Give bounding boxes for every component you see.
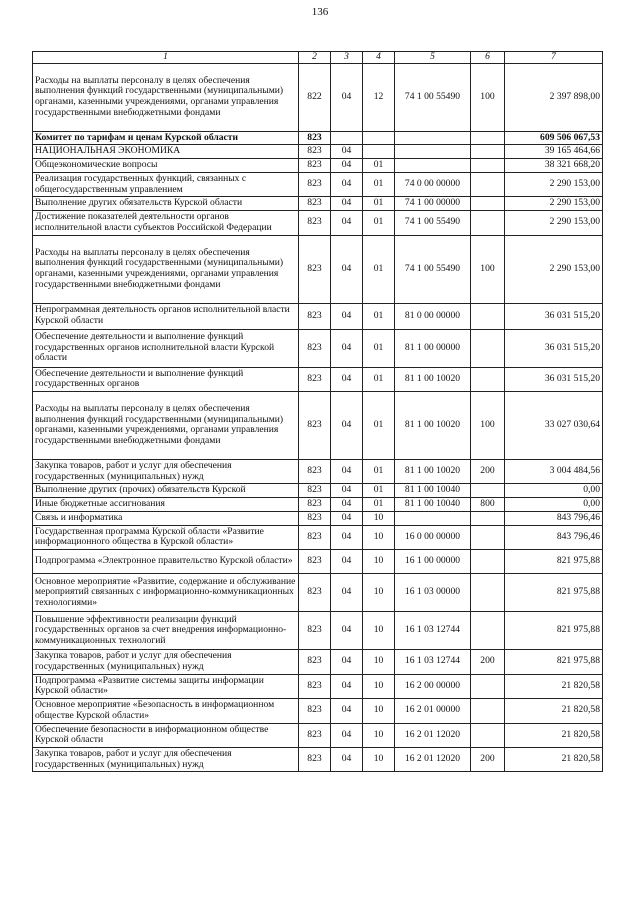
row-name: Расходы на выплаты персоналу в целях обеспечения выполнения функций государственными (муниципальными) органами, казенными учреждениями, органами управления государственными внебюджетными фондами xyxy=(33,391,299,459)
row-sum: 3 004 484,56 xyxy=(505,459,603,483)
row-gr: 823 xyxy=(299,574,331,612)
table-row xyxy=(33,145,603,159)
row-gr: 823 xyxy=(299,550,331,574)
row-rz: 04 xyxy=(331,197,363,211)
header-cell: 1 xyxy=(33,52,299,64)
row-name: Закупка товаров, работ и услуг для обеспечения государственных (муниципальных) нужд xyxy=(33,459,299,483)
row-rz: 04 xyxy=(331,498,363,512)
row-rz: 04 xyxy=(331,63,363,131)
table-row xyxy=(33,498,603,512)
row-name: Комитет по тарифам и ценам Курской области xyxy=(33,131,299,145)
row-rz: 04 xyxy=(331,674,363,698)
row-vr xyxy=(471,511,505,525)
row-vr xyxy=(471,329,505,367)
row-gr: 823 xyxy=(299,674,331,698)
row-rz: 04 xyxy=(331,525,363,549)
table-row xyxy=(33,650,603,674)
row-gr: 823 xyxy=(299,131,331,145)
row-pr: 01 xyxy=(363,367,395,391)
row-csr: 16 1 03 12744 xyxy=(395,612,471,650)
row-gr: 823 xyxy=(299,303,331,329)
header-cell: 6 xyxy=(471,52,505,64)
row-sum: 2 290 153,00 xyxy=(505,211,603,235)
row-rz: 04 xyxy=(331,145,363,159)
header-cell: 5 xyxy=(395,52,471,64)
row-pr: 10 xyxy=(363,525,395,549)
row-csr: 16 1 03 12744 xyxy=(395,650,471,674)
row-csr: 81 1 00 10020 xyxy=(395,367,471,391)
row-gr: 823 xyxy=(299,699,331,723)
row-name: Выполнение других обязательств Курской области xyxy=(33,197,299,211)
row-pr: 01 xyxy=(363,197,395,211)
row-rz: 04 xyxy=(331,172,363,196)
table-row xyxy=(33,197,603,211)
row-vr xyxy=(471,211,505,235)
row-pr: 10 xyxy=(363,747,395,771)
row-sum: 2 290 153,00 xyxy=(505,172,603,196)
row-vr xyxy=(471,723,505,747)
row-csr: 81 1 00 10040 xyxy=(395,498,471,512)
row-csr xyxy=(395,159,471,173)
row-vr xyxy=(471,525,505,549)
row-gr: 823 xyxy=(299,650,331,674)
table-row xyxy=(33,747,603,771)
header-row xyxy=(33,52,603,64)
row-name: Общеэкономические вопросы xyxy=(33,159,299,173)
row-gr: 823 xyxy=(299,498,331,512)
row-vr: 100 xyxy=(471,235,505,303)
table-row xyxy=(33,550,603,574)
row-sum: 21 820,58 xyxy=(505,699,603,723)
row-sum: 2 397 898,00 xyxy=(505,63,603,131)
row-csr: 16 2 01 12020 xyxy=(395,747,471,771)
table-row xyxy=(33,525,603,549)
row-pr: 10 xyxy=(363,550,395,574)
table-row xyxy=(33,484,603,498)
row-gr: 823 xyxy=(299,172,331,196)
row-gr: 823 xyxy=(299,459,331,483)
row-name: Обеспечение безопасности в информационном обществе Курской области xyxy=(33,723,299,747)
row-name: Основное мероприятие «Безопасность в информационном обществе Курской области» xyxy=(33,699,299,723)
row-csr: 74 1 00 55490 xyxy=(395,211,471,235)
row-sum: 2 290 153,00 xyxy=(505,235,603,303)
table-row xyxy=(33,574,603,612)
table-row xyxy=(33,303,603,329)
row-pr: 01 xyxy=(363,235,395,303)
page-number: 136 xyxy=(311,6,329,18)
row-rz: 04 xyxy=(331,747,363,771)
row-sum: 821 975,88 xyxy=(505,650,603,674)
row-vr xyxy=(471,303,505,329)
table-row xyxy=(33,63,603,131)
row-name: Основное мероприятие «Развитие, содержание и обслуживание мероприятий связанных с информационно-коммуникационных технологиями» xyxy=(33,574,299,612)
row-rz: 04 xyxy=(331,723,363,747)
row-gr: 823 xyxy=(299,235,331,303)
row-csr: 81 1 00 10020 xyxy=(395,391,471,459)
header-cell: 2 xyxy=(299,52,331,64)
row-pr: 01 xyxy=(363,459,395,483)
row-gr: 823 xyxy=(299,367,331,391)
row-sum: 843 796,46 xyxy=(505,511,603,525)
row-pr: 01 xyxy=(363,303,395,329)
row-csr: 81 1 00 10020 xyxy=(395,459,471,483)
row-rz: 04 xyxy=(331,391,363,459)
budget-table xyxy=(32,51,603,772)
row-rz: 04 xyxy=(331,329,363,367)
row-pr xyxy=(363,131,395,145)
row-sum: 33 027 030,64 xyxy=(505,391,603,459)
row-sum: 843 796,46 xyxy=(505,525,603,549)
row-csr: 16 1 00 00000 xyxy=(395,550,471,574)
row-gr: 823 xyxy=(299,145,331,159)
row-name: Расходы на выплаты персоналу в целях обеспечения выполнения функций государственными (муниципальными) органами, казенными учреждениями, органами управления государственными внебюджетными фондами xyxy=(33,63,299,131)
table-row xyxy=(33,391,603,459)
row-pr: 10 xyxy=(363,612,395,650)
table-row xyxy=(33,172,603,196)
row-rz xyxy=(331,131,363,145)
row-gr: 823 xyxy=(299,197,331,211)
row-pr: 10 xyxy=(363,723,395,747)
row-gr: 823 xyxy=(299,159,331,173)
table-row xyxy=(33,699,603,723)
row-csr xyxy=(395,511,471,525)
row-gr: 823 xyxy=(299,525,331,549)
row-sum: 21 820,58 xyxy=(505,674,603,698)
row-name: Расходы на выплаты персоналу в целях обеспечения выполнения функций государственными (муниципальными) органами, казенными учреждениями, органами управления государственными внебюджетными фондами xyxy=(33,235,299,303)
row-csr: 74 1 00 55490 xyxy=(395,235,471,303)
row-pr: 10 xyxy=(363,674,395,698)
row-rz: 04 xyxy=(331,699,363,723)
row-sum: 36 031 515,20 xyxy=(505,367,603,391)
row-rz: 04 xyxy=(331,303,363,329)
table-row xyxy=(33,612,603,650)
row-name: Выполнение других (прочих) обязательств Курской xyxy=(33,484,299,498)
row-pr: 01 xyxy=(363,498,395,512)
row-rz: 04 xyxy=(331,159,363,173)
row-pr: 10 xyxy=(363,650,395,674)
row-pr: 01 xyxy=(363,391,395,459)
row-pr: 10 xyxy=(363,699,395,723)
row-name: Повышение эффективности реализации функций государственных органов за счет внедрения информационно-коммуникационных технологий xyxy=(33,612,299,650)
row-vr: 100 xyxy=(471,63,505,131)
row-sum: 38 321 668,20 xyxy=(505,159,603,173)
row-name: Связь и информатика xyxy=(33,511,299,525)
row-vr xyxy=(471,674,505,698)
row-sum: 2 290 153,00 xyxy=(505,197,603,211)
row-rz: 04 xyxy=(331,367,363,391)
row-vr: 200 xyxy=(471,650,505,674)
row-rz: 04 xyxy=(331,459,363,483)
row-rz: 04 xyxy=(331,235,363,303)
row-sum: 821 975,88 xyxy=(505,612,603,650)
row-sum: 21 820,58 xyxy=(505,747,603,771)
row-vr xyxy=(471,172,505,196)
row-pr: 10 xyxy=(363,574,395,612)
row-gr: 823 xyxy=(299,329,331,367)
row-csr: 16 2 01 12020 xyxy=(395,723,471,747)
row-gr: 823 xyxy=(299,211,331,235)
row-rz: 04 xyxy=(331,550,363,574)
row-gr: 823 xyxy=(299,612,331,650)
table-row xyxy=(33,235,603,303)
row-rz: 04 xyxy=(331,574,363,612)
row-csr: 16 1 03 00000 xyxy=(395,574,471,612)
row-rz: 04 xyxy=(331,650,363,674)
row-csr: 16 0 00 00000 xyxy=(395,525,471,549)
row-vr: 800 xyxy=(471,498,505,512)
header-cell: 4 xyxy=(363,52,395,64)
header-cell: 7 xyxy=(505,52,603,64)
row-name: Государственная программа Курской области «Развитие информационного общества в Курской области» xyxy=(33,525,299,549)
row-vr xyxy=(471,131,505,145)
row-vr xyxy=(471,145,505,159)
row-gr: 822 xyxy=(299,63,331,131)
row-pr: 10 xyxy=(363,511,395,525)
row-name: Достижение показателей деятельности органов исполнительной власти субъектов Российской Федерации xyxy=(33,211,299,235)
row-csr: 81 1 00 00000 xyxy=(395,329,471,367)
row-csr xyxy=(395,131,471,145)
row-rz: 04 xyxy=(331,612,363,650)
row-name: НАЦИОНАЛЬНАЯ ЭКОНОМИКА xyxy=(33,145,299,159)
table-row xyxy=(33,131,603,145)
row-gr: 823 xyxy=(299,391,331,459)
row-csr: 16 2 00 00000 xyxy=(395,674,471,698)
row-sum: 21 820,58 xyxy=(505,723,603,747)
table-row xyxy=(33,367,603,391)
row-csr: 81 1 00 10040 xyxy=(395,484,471,498)
row-csr: 16 2 01 00000 xyxy=(395,699,471,723)
table-row xyxy=(33,674,603,698)
row-sum: 821 975,88 xyxy=(505,574,603,612)
row-name: Обеспечение деятельности и выполнение функций государственных органов xyxy=(33,367,299,391)
row-sum: 0,00 xyxy=(505,484,603,498)
row-sum: 36 031 515,20 xyxy=(505,303,603,329)
table-row xyxy=(33,159,603,173)
row-csr: 74 0 00 00000 xyxy=(395,172,471,196)
table-row xyxy=(33,329,603,367)
table-row xyxy=(33,459,603,483)
row-pr: 01 xyxy=(363,159,395,173)
row-gr: 823 xyxy=(299,484,331,498)
row-name: Обеспечение деятельности и выполнение функций государственных органов исполнительной власти Курской области xyxy=(33,329,299,367)
row-name: Закупка товаров, работ и услуг для обеспечения государственных (муниципальных) нужд xyxy=(33,747,299,771)
row-name: Подпрограмма «Развитие системы защиты информации Курской области» xyxy=(33,674,299,698)
table-row xyxy=(33,723,603,747)
header-cell: 3 xyxy=(331,52,363,64)
row-name: Непрограммная деятельность органов исполнительной власти Курской области xyxy=(33,303,299,329)
row-gr: 823 xyxy=(299,723,331,747)
table-row xyxy=(33,511,603,525)
table-row xyxy=(33,211,603,235)
row-sum: 39 165 464,66 xyxy=(505,145,603,159)
row-csr: 74 1 00 55490 xyxy=(395,63,471,131)
row-gr: 823 xyxy=(299,511,331,525)
row-pr xyxy=(363,145,395,159)
row-pr: 12 xyxy=(363,63,395,131)
row-rz: 04 xyxy=(331,211,363,235)
row-vr: 200 xyxy=(471,747,505,771)
row-vr: 100 xyxy=(471,391,505,459)
row-sum: 0,00 xyxy=(505,498,603,512)
row-vr xyxy=(471,367,505,391)
row-vr xyxy=(471,197,505,211)
row-vr: 200 xyxy=(471,459,505,483)
row-csr: 74 1 00 00000 xyxy=(395,197,471,211)
row-rz: 04 xyxy=(331,511,363,525)
row-name: Иные бюджетные ассигнования xyxy=(33,498,299,512)
row-vr xyxy=(471,550,505,574)
row-vr xyxy=(471,484,505,498)
row-name: Подпрограмма «Электронное правительство Курской области» xyxy=(33,550,299,574)
row-pr: 01 xyxy=(363,329,395,367)
row-csr xyxy=(395,145,471,159)
row-name: Закупка товаров, работ и услуг для обеспечения государственных (муниципальных) нужд xyxy=(33,650,299,674)
row-pr: 01 xyxy=(363,211,395,235)
row-vr xyxy=(471,612,505,650)
row-vr xyxy=(471,574,505,612)
row-sum: 36 031 515,20 xyxy=(505,329,603,367)
row-vr xyxy=(471,159,505,173)
row-sum: 821 975,88 xyxy=(505,550,603,574)
row-csr: 81 0 00 00000 xyxy=(395,303,471,329)
row-sum: 609 506 067,53 xyxy=(505,131,603,145)
row-name: Реализация государственных функций, связанных с общегосударственным управлением xyxy=(33,172,299,196)
row-pr: 01 xyxy=(363,172,395,196)
row-rz: 04 xyxy=(331,484,363,498)
row-vr xyxy=(471,699,505,723)
row-pr: 01 xyxy=(363,484,395,498)
row-gr: 823 xyxy=(299,747,331,771)
